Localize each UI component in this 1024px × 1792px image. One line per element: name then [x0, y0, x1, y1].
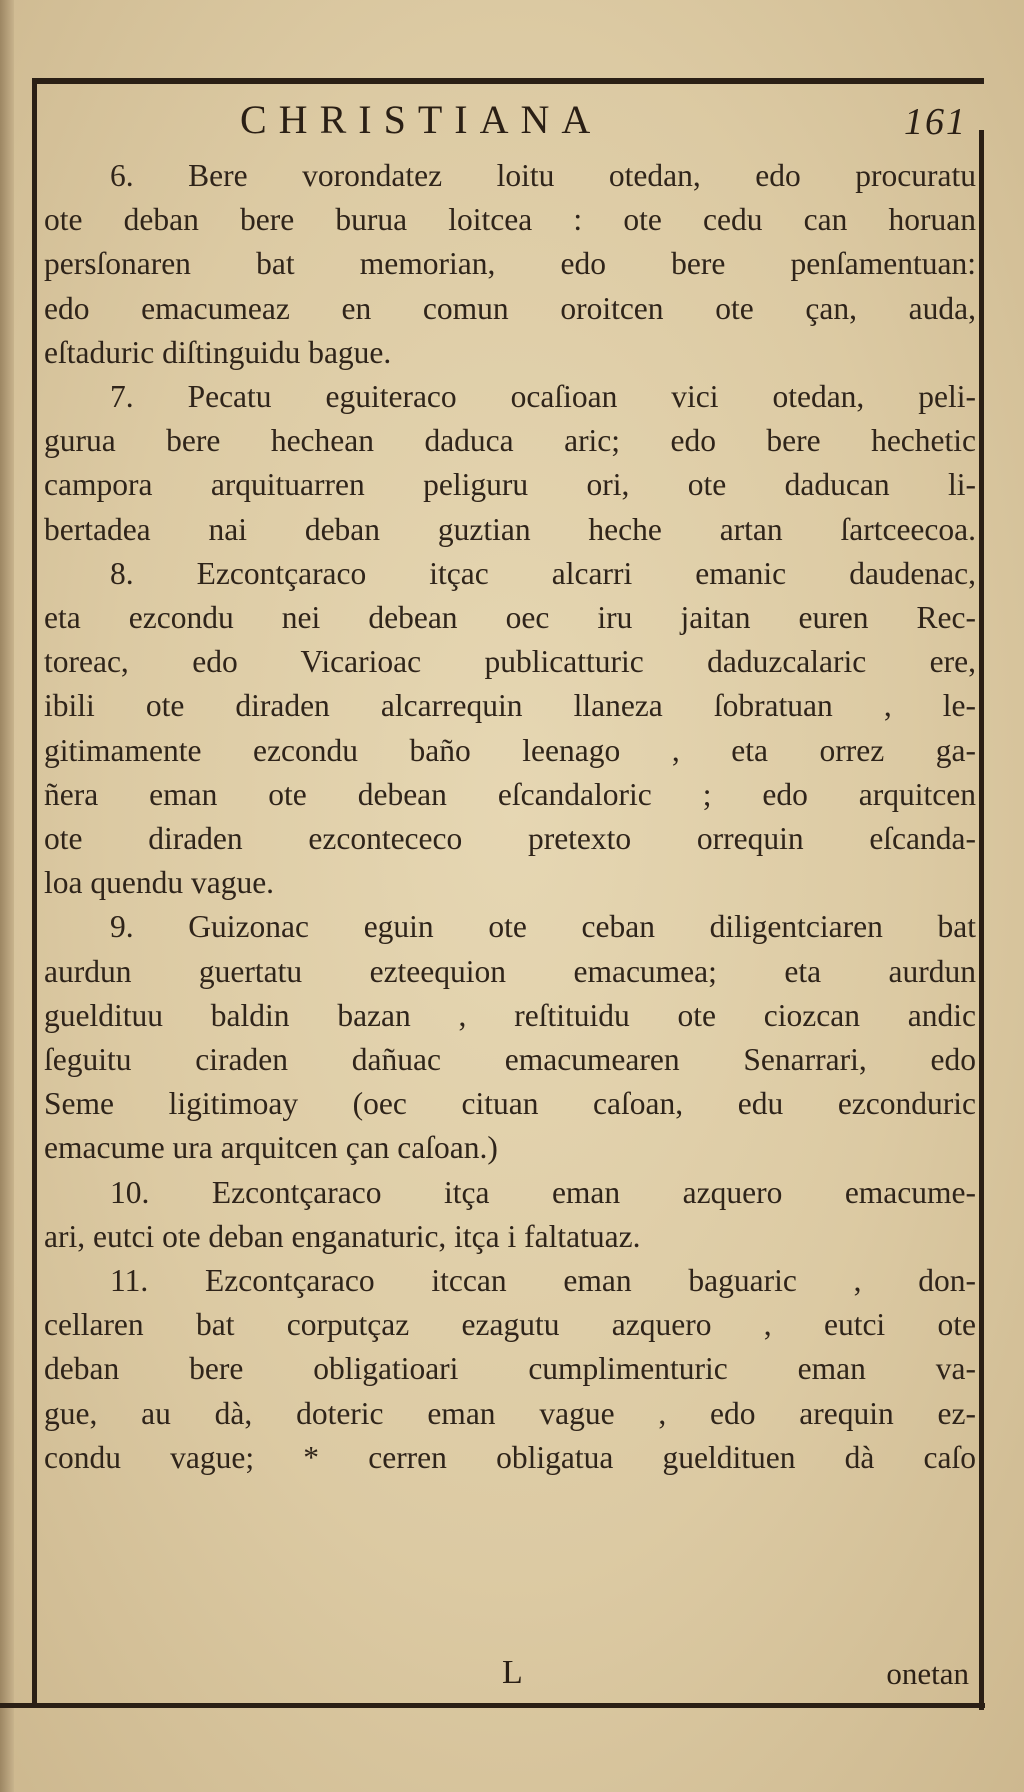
text-line: 6. Bere vorondatez loitu otedan, edo procuratu: [110, 158, 976, 193]
page-number: 161: [904, 101, 967, 143]
text-line: campora arquituarren peliguru ori, ote daducan li-: [44, 467, 976, 503]
text-line: gurua bere hechean daduca aric; edo bere hechetic: [44, 423, 976, 459]
text-line: gitimamente ezcondu baño leenago , eta orrez ga-: [44, 732, 976, 768]
text-line: loa quendu vague.: [44, 865, 275, 901]
text-line: 9. Guizonac eguin ote ceban diligentciaren bat: [110, 909, 976, 945]
text-line: ibili ote diraden alcarrequin llaneza ſobratuan , le-: [44, 688, 976, 724]
page-footer: [40, 1654, 975, 1698]
catchword: onetan: [886, 1656, 969, 1691]
text-line: persſonaren bat memorian, edo bere penſamentuan:: [44, 246, 976, 282]
text-line: aurdun guertatu ezteequion emacumea; eta aurdun: [44, 953, 976, 989]
running-head: [40, 96, 975, 156]
text-line: ñera eman ote debean eſcandaloric ; edo arquitcen: [44, 776, 976, 812]
page-binding-edge: [0, 0, 14, 1792]
text-line: 7. Pecatu eguiteraco ocaſioan vici otedan, peli-: [110, 379, 976, 415]
text-line: 10. Ezcontçaraco itça eman azquero emacume-: [110, 1174, 976, 1210]
text-line: gueldituu baldin bazan , reſtituidu ote ciozcan andic: [44, 997, 976, 1033]
text-line: ote diraden ezcontececo pretexto orrequin eſcanda-: [44, 821, 976, 857]
text-line: edo emacumeaz en comun oroitcen ote çan, auda,: [44, 290, 976, 326]
text-line: emacume ura arquitcen çan caſoan.): [44, 1130, 498, 1166]
text-line: 11. Ezcontçaraco itccan eman baguaric , don-: [110, 1263, 976, 1299]
running-head-title: CHRISTIANA: [240, 97, 603, 142]
text-line: Seme ligitimoay (oec cituan caſoan, edu ezconduric: [44, 1086, 976, 1122]
text-line: 8. Ezcontçaraco itçac alcarri emanic daudenac,: [110, 555, 976, 591]
frame-rule-left: [32, 78, 37, 1703]
text-line: eta ezcondu nei debean oec iru jaitan euren Rec-: [44, 600, 976, 636]
body-text: [44, 154, 976, 1480]
text-line: ari, eutci ote deban enganaturic, itça i faltatuaz.: [44, 1218, 641, 1254]
text-line: condu vague; * cerren obligatua gueldituen dà caſo: [44, 1439, 976, 1475]
text-line: bertadea nai deban guztian heche artan ſartceecoa.: [44, 511, 976, 547]
text-line: ſeguitu ciraden dañuac emacumearen Senarrari, edo: [44, 1042, 976, 1078]
frame-rule-bottom: [0, 1703, 985, 1708]
text-line: cellaren bat corputçaz ezagutu azquero , eutci ote: [44, 1307, 976, 1343]
signature-mark: L: [502, 1654, 523, 1691]
text-line: deban bere obligatioari cumplimenturic eman va-: [44, 1351, 976, 1387]
text-line: gue, au dà, doteric eman vague , edo arequin ez-: [44, 1395, 976, 1431]
frame-rule-right: [979, 130, 984, 1710]
text-line: eſtaduric diſtinguidu bague.: [44, 334, 392, 370]
text-line: toreac, edo Vicarioac publicatturic daduzcalaric ere,: [44, 644, 976, 680]
text-line: ote deban bere burua loitcea : ote cedu can horuan: [44, 202, 976, 238]
frame-rule-top: [32, 78, 984, 84]
